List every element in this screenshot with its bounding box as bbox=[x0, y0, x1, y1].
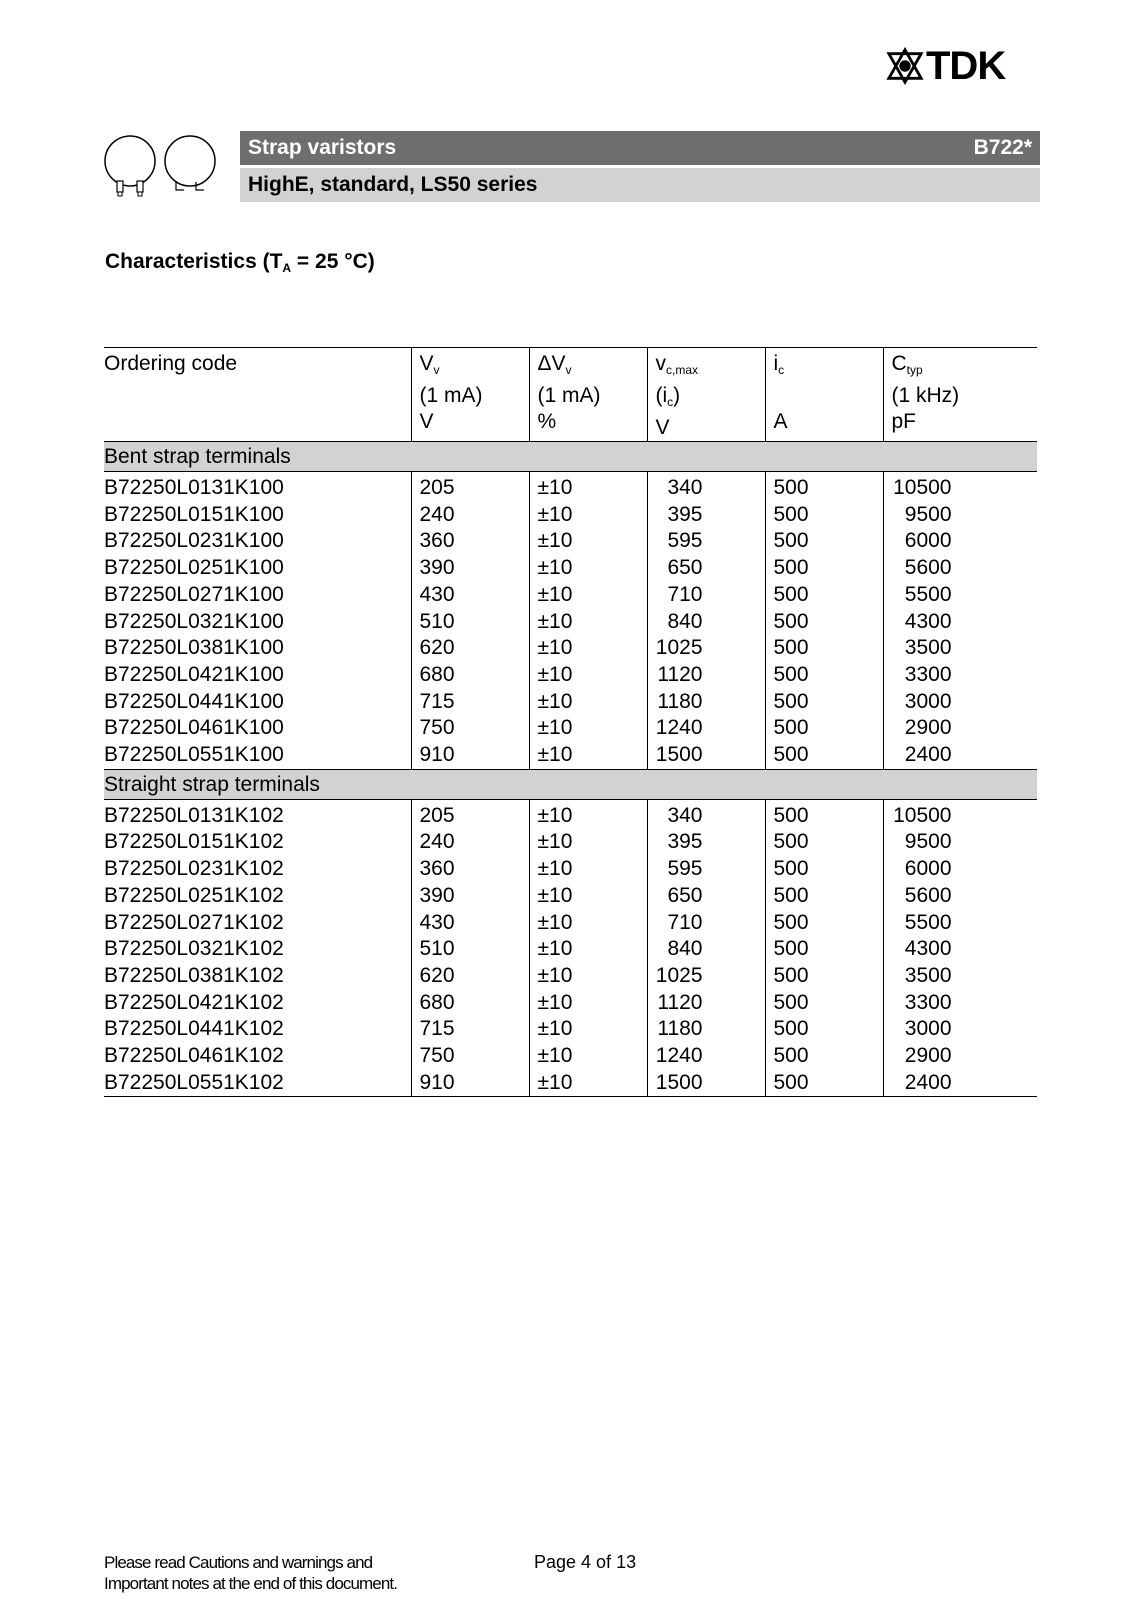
table-cell: ±10 bbox=[529, 555, 647, 582]
table-cell: 3000 bbox=[883, 1016, 1037, 1043]
table-cell: ±10 bbox=[529, 582, 647, 609]
table-cell: 390 bbox=[411, 555, 529, 582]
table-cell: 360 bbox=[411, 856, 529, 883]
table-row bbox=[104, 1043, 1037, 1070]
table-cell: 3300 bbox=[883, 990, 1037, 1017]
table-cell: 10500 bbox=[883, 799, 1037, 829]
table-cell: 500 bbox=[765, 799, 883, 829]
table-cell: 10500 bbox=[883, 472, 1037, 502]
table-cell: 620 bbox=[411, 635, 529, 662]
table-cell: B72250L0441K102 bbox=[104, 1017, 284, 1041]
table-cell: B72250L0381K100 bbox=[104, 636, 284, 660]
table-cell: 240 bbox=[411, 502, 529, 529]
table-cell: 500 bbox=[765, 1070, 883, 1097]
table-cell: 1120 bbox=[647, 990, 765, 1017]
table-cell: 5600 bbox=[883, 555, 1037, 582]
table-cell: B72250L0441K100 bbox=[104, 689, 284, 713]
table-cell: ±10 bbox=[529, 829, 647, 856]
table-cell: 6000 bbox=[883, 856, 1037, 883]
table-row bbox=[104, 689, 1037, 716]
product-title-bar bbox=[240, 131, 1040, 165]
table-cell: 395 bbox=[647, 829, 765, 856]
table-cell: 500 bbox=[765, 829, 883, 856]
table-cell: 500 bbox=[765, 910, 883, 937]
section-title: Bent strap terminals bbox=[104, 442, 1037, 472]
table-cell: B72250L0461K100 bbox=[104, 716, 284, 740]
table-cell: 500 bbox=[765, 1043, 883, 1070]
table-cell: ±10 bbox=[529, 742, 647, 769]
table-cell: 3300 bbox=[883, 662, 1037, 689]
column-header-tolerance: $\Delta V_v$ (1 mA) % bbox=[529, 348, 647, 442]
tdk-emblem-icon bbox=[886, 47, 924, 85]
table-cell: 6000 bbox=[883, 528, 1037, 555]
table-cell: ±10 bbox=[529, 936, 647, 963]
table-cell: 710 bbox=[647, 582, 765, 609]
column-header-voltage: $V_v$ (1 mA) V bbox=[411, 348, 529, 442]
table-cell: 3500 bbox=[883, 635, 1037, 662]
table-row bbox=[104, 662, 1037, 689]
table-cell: ±10 bbox=[529, 609, 647, 636]
table-cell: 680 bbox=[411, 662, 529, 689]
table-cell: ±10 bbox=[529, 1043, 647, 1070]
table-cell: 500 bbox=[765, 990, 883, 1017]
table-cell: 840 bbox=[647, 609, 765, 636]
table-row bbox=[104, 555, 1037, 582]
table-cell: 205 bbox=[411, 472, 529, 502]
table-cell: 500 bbox=[765, 1016, 883, 1043]
table-cell: 650 bbox=[647, 555, 765, 582]
table-cell: 3000 bbox=[883, 689, 1037, 716]
table-cell: B72250L0271K100 bbox=[104, 582, 284, 606]
table-cell: B72250L0321K102 bbox=[104, 937, 284, 961]
table-cell: ±10 bbox=[529, 1070, 647, 1097]
table-cell: ±10 bbox=[529, 963, 647, 990]
table-cell: 4300 bbox=[883, 936, 1037, 963]
table-cell: 9500 bbox=[883, 829, 1037, 856]
table-cell: 205 bbox=[411, 799, 529, 829]
table-cell: 500 bbox=[765, 555, 883, 582]
product-subtitle: HighE, standard, LS50 series bbox=[248, 173, 538, 196]
table-cell: 4300 bbox=[883, 609, 1037, 636]
table-cell: 2400 bbox=[883, 742, 1037, 769]
table-cell: 620 bbox=[411, 963, 529, 990]
table-cell: 500 bbox=[765, 472, 883, 502]
table-cell: ±10 bbox=[529, 662, 647, 689]
table-cell: ±10 bbox=[529, 472, 647, 502]
table-row bbox=[104, 742, 1037, 769]
table-cell: 750 bbox=[411, 715, 529, 742]
table-row bbox=[104, 856, 1037, 883]
table-row bbox=[104, 936, 1037, 963]
table-cell: 910 bbox=[411, 742, 529, 769]
table-row bbox=[104, 715, 1037, 742]
table-row bbox=[104, 799, 1037, 829]
table-cell: 500 bbox=[765, 963, 883, 990]
table-cell: 1025 bbox=[647, 963, 765, 990]
product-title: Strap varistors bbox=[248, 136, 397, 159]
table-cell: 360 bbox=[411, 528, 529, 555]
varistor-disc-icon bbox=[104, 134, 222, 202]
column-header-current: $i_c$ A bbox=[765, 348, 883, 442]
table-row bbox=[104, 635, 1037, 662]
table-cell: B72250L0421K100 bbox=[104, 662, 284, 686]
table-cell: B72250L0231K100 bbox=[104, 529, 284, 553]
tdk-brand-text: TDK bbox=[926, 44, 1006, 88]
table-cell: ±10 bbox=[529, 883, 647, 910]
column-header-clamping-voltage: $v_{c,max}$ $(i_c)$ V bbox=[647, 348, 765, 442]
table-row bbox=[104, 1016, 1037, 1043]
table-cell: 2400 bbox=[883, 1070, 1037, 1097]
table-cell: 500 bbox=[765, 609, 883, 636]
table-cell: 500 bbox=[765, 635, 883, 662]
table-cell: 430 bbox=[411, 582, 529, 609]
table-cell: B72250L0271K102 bbox=[104, 910, 284, 934]
product-subtitle-bar bbox=[240, 168, 1040, 202]
table-cell: 500 bbox=[765, 856, 883, 883]
table-cell: 2900 bbox=[883, 715, 1037, 742]
section-header-row bbox=[104, 769, 1037, 799]
table-cell: 390 bbox=[411, 883, 529, 910]
table-cell: 5600 bbox=[883, 883, 1037, 910]
table-row bbox=[104, 990, 1037, 1017]
table-cell: 840 bbox=[647, 936, 765, 963]
tdk-logo bbox=[886, 46, 1040, 86]
table-cell: 3500 bbox=[883, 963, 1037, 990]
table-cell: 5500 bbox=[883, 910, 1037, 937]
table-cell: 240 bbox=[411, 829, 529, 856]
table-cell: 340 bbox=[647, 472, 765, 502]
table-cell: 500 bbox=[765, 502, 883, 529]
table-cell: 395 bbox=[647, 502, 765, 529]
table-cell: ±10 bbox=[529, 635, 647, 662]
table-cell: ±10 bbox=[529, 528, 647, 555]
table-row bbox=[104, 582, 1037, 609]
table-cell: 710 bbox=[647, 910, 765, 937]
table-cell: B72250L0461K102 bbox=[104, 1044, 284, 1068]
characteristics-table bbox=[104, 347, 1037, 1097]
table-row bbox=[104, 609, 1037, 636]
table-cell: B72250L0151K100 bbox=[104, 502, 284, 526]
column-header-ordering-code: Ordering code bbox=[104, 348, 411, 442]
characteristics-heading: Characteristics ($T_A = 25$ °C) bbox=[105, 250, 375, 275]
table-cell: 510 bbox=[411, 936, 529, 963]
table-cell: B72250L0131K102 bbox=[104, 803, 284, 827]
table-row bbox=[104, 1070, 1037, 1097]
table-header-row bbox=[104, 348, 1037, 442]
table-row bbox=[104, 883, 1037, 910]
table-cell: 1500 bbox=[647, 742, 765, 769]
table-cell: 500 bbox=[765, 662, 883, 689]
table-cell: 430 bbox=[411, 910, 529, 937]
table-row bbox=[104, 963, 1037, 990]
table-cell: 2900 bbox=[883, 1043, 1037, 1070]
table-cell: 500 bbox=[765, 883, 883, 910]
table-row bbox=[104, 829, 1037, 856]
table-cell: ±10 bbox=[529, 1016, 647, 1043]
table-cell: 750 bbox=[411, 1043, 529, 1070]
table-cell: B72250L0421K102 bbox=[104, 990, 284, 1014]
table-cell: 715 bbox=[411, 1016, 529, 1043]
table-cell: 715 bbox=[411, 689, 529, 716]
table-cell: 500 bbox=[765, 689, 883, 716]
table-row bbox=[104, 472, 1037, 502]
table-cell: 1025 bbox=[647, 635, 765, 662]
table-cell: B72250L0131K100 bbox=[104, 476, 284, 499]
table-row bbox=[104, 528, 1037, 555]
table-cell: ±10 bbox=[529, 799, 647, 829]
table-cell: 500 bbox=[765, 936, 883, 963]
table-cell: B72250L0231K102 bbox=[104, 857, 284, 881]
product-code: B722* bbox=[973, 136, 1032, 159]
table-cell: 595 bbox=[647, 856, 765, 883]
section-title: Straight strap terminals bbox=[104, 769, 1037, 799]
table-cell: 500 bbox=[765, 528, 883, 555]
column-header-capacitance: $C_{typ}$ (1 kHz) pF bbox=[883, 348, 1037, 442]
table-cell: B72250L0321K100 bbox=[104, 609, 284, 633]
section-header-row bbox=[104, 442, 1037, 472]
table-cell: 9500 bbox=[883, 502, 1037, 529]
table-cell: 1240 bbox=[647, 1043, 765, 1070]
table-cell: B72250L0381K102 bbox=[104, 963, 284, 987]
table-cell: 5500 bbox=[883, 582, 1037, 609]
table-row bbox=[104, 502, 1037, 529]
table-cell: 680 bbox=[411, 990, 529, 1017]
table-cell: 1180 bbox=[647, 1016, 765, 1043]
table-cell: ±10 bbox=[529, 715, 647, 742]
table-cell: ±10 bbox=[529, 502, 647, 529]
table-cell: 1180 bbox=[647, 689, 765, 716]
footer-note: Please read Cautions and warnings and Important notes at the end of this document. bbox=[104, 1553, 398, 1593]
table-cell: 340 bbox=[647, 799, 765, 829]
table-cell: 910 bbox=[411, 1070, 529, 1097]
table-cell: 510 bbox=[411, 609, 529, 636]
table-cell: ±10 bbox=[529, 856, 647, 883]
table-cell: 650 bbox=[647, 883, 765, 910]
table-cell: B72250L0251K102 bbox=[104, 883, 284, 907]
table-cell: 1240 bbox=[647, 715, 765, 742]
table-cell: ±10 bbox=[529, 910, 647, 937]
table-cell: 1500 bbox=[647, 1070, 765, 1097]
table-row bbox=[104, 910, 1037, 937]
table-cell: 500 bbox=[765, 715, 883, 742]
table-cell: B72250L0251K100 bbox=[104, 556, 284, 580]
table-cell: 595 bbox=[647, 528, 765, 555]
table-cell: B72250L0551K102 bbox=[104, 1070, 411, 1097]
table-cell: ±10 bbox=[529, 990, 647, 1017]
table-cell: 1120 bbox=[647, 662, 765, 689]
table-cell: 500 bbox=[765, 742, 883, 769]
table-cell: ±10 bbox=[529, 689, 647, 716]
table-cell: B72250L0151K102 bbox=[104, 830, 284, 854]
table-cell: 500 bbox=[765, 582, 883, 609]
page-number: Page 4 of 13 bbox=[534, 1552, 637, 1572]
table-cell: B72250L0551K100 bbox=[104, 743, 284, 767]
